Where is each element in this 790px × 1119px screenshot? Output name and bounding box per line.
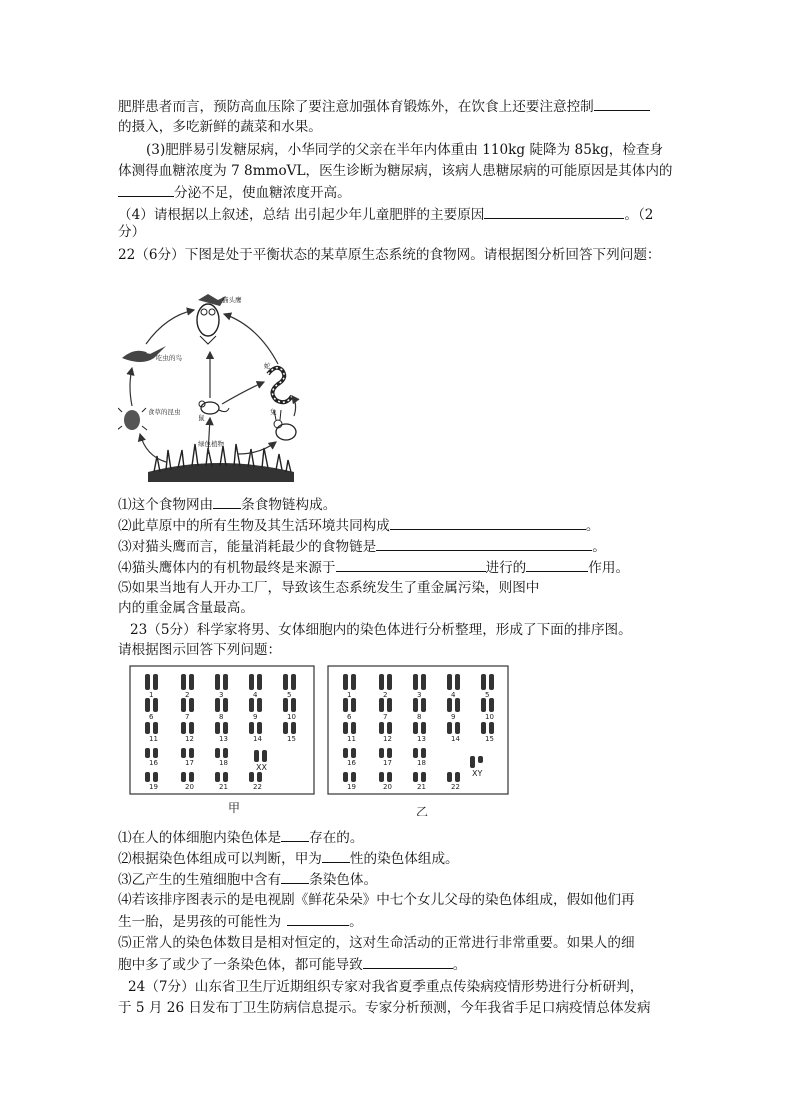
jia-chromosome-19 bbox=[153, 772, 158, 782]
answer-blank[interactable] bbox=[376, 536, 592, 551]
yi-chromosome-number: 17 bbox=[383, 759, 392, 767]
yi-chromosome-3 bbox=[421, 674, 426, 690]
jia-chromosome-number: 5 bbox=[287, 691, 292, 699]
yi-chromosome-11 bbox=[343, 722, 348, 734]
yi-chromosome-number: 6 bbox=[347, 713, 352, 721]
yi-chromosome-number: 7 bbox=[383, 713, 388, 721]
jia-chromosome-2 bbox=[181, 674, 186, 690]
yi-chromosome-12 bbox=[379, 722, 384, 734]
rabbit-illustration bbox=[274, 410, 296, 440]
answer-blank[interactable] bbox=[594, 96, 650, 111]
yi-chromosome-7 bbox=[387, 698, 392, 712]
label-rabbit: 兔 bbox=[270, 408, 277, 416]
yi-chromosome-6 bbox=[351, 698, 356, 712]
jia-chromosome-3 bbox=[223, 674, 228, 690]
question-23-heading: 23（5分）科学家将男、女体细胞内的染色体进行分析整理，形成了下面的排序图。 bbox=[130, 622, 632, 638]
food-web-figure bbox=[118, 286, 318, 482]
jia-chromosome-7 bbox=[189, 698, 194, 712]
yi-chromosome-13 bbox=[413, 722, 418, 734]
jia-chromosome-21 bbox=[215, 772, 220, 782]
answer-blank[interactable] bbox=[484, 204, 624, 219]
jia-chromosome-3 bbox=[215, 674, 220, 690]
jia-chromosome-15 bbox=[291, 722, 296, 734]
yi-chromosome-number: 22 bbox=[451, 783, 460, 791]
jia-chromosome-number: 13 bbox=[219, 735, 228, 743]
jia-chromosome-number: 20 bbox=[185, 783, 194, 791]
jia-chromosome-8 bbox=[223, 698, 228, 712]
q22-item-4: ⑷猫头鹰体内的有机物最终是来源于 进行的 作用。 bbox=[118, 557, 629, 578]
jia-chromosome-1 bbox=[153, 674, 158, 690]
yi-chromosome-16 bbox=[351, 748, 356, 758]
jia-chromosome-19 bbox=[145, 772, 150, 782]
jia-chromosome-5 bbox=[283, 674, 288, 690]
yi-chromosome-3 bbox=[413, 674, 418, 690]
jia-chromosome-16 bbox=[145, 748, 150, 758]
label-mouse: 鼠 bbox=[198, 414, 205, 422]
jia-chromosome-13 bbox=[215, 722, 220, 734]
yi-sex-chromosome bbox=[478, 756, 483, 763]
yi-chromosome-18 bbox=[421, 748, 426, 758]
yi-chromosome-9 bbox=[447, 698, 452, 712]
jia-chromosome-number: 2 bbox=[185, 691, 190, 699]
jia-chromosome-number: 22 bbox=[253, 783, 262, 791]
yi-chromosome-2 bbox=[379, 674, 384, 690]
karyotype-figure bbox=[128, 664, 516, 816]
label-bird: 吃虫的鸟 bbox=[156, 354, 182, 362]
q22-item-3: ⑶对猫头鹰而言，能量消耗最少的食物链是 。 bbox=[118, 536, 606, 557]
yi-chromosome-number: 10 bbox=[485, 713, 494, 721]
yi-chromosome-7 bbox=[379, 698, 384, 712]
q23-item-4: ⑷若该排序图表示的是电视剧《鲜花朵朵》中七个女儿父母的染色体组成，假如他们再 bbox=[118, 892, 635, 908]
yi-chromosome-15 bbox=[481, 722, 486, 734]
answer-blank[interactable] bbox=[118, 182, 174, 197]
jia-chromosome-17 bbox=[181, 748, 186, 758]
yi-chromosome-number: 11 bbox=[347, 735, 356, 743]
yi-chromosome-19 bbox=[343, 772, 348, 782]
label-plants: 绿色植物 bbox=[198, 440, 224, 448]
yi-chromosome-1 bbox=[351, 674, 356, 690]
jia-chromosome-20 bbox=[189, 772, 194, 782]
question-23-heading-cont: 请根据图示回答下列问题： bbox=[118, 642, 282, 658]
yi-chromosome-16 bbox=[343, 748, 348, 758]
jia-chromosome-number: 14 bbox=[253, 735, 262, 743]
jia-chromosome-number: 21 bbox=[219, 783, 228, 791]
jia-chromosome-20 bbox=[181, 772, 186, 782]
jia-chromosome-10 bbox=[283, 698, 288, 712]
yi-chromosome-number: 19 bbox=[347, 783, 356, 791]
jia-chromosome-11 bbox=[145, 722, 150, 734]
yi-sex-chromosome bbox=[470, 756, 475, 768]
jia-chromosome-8 bbox=[215, 698, 220, 712]
jia-sex-chromosome bbox=[262, 750, 267, 762]
insect-illustration bbox=[118, 408, 147, 430]
text-line-4: 体测得血糖浓度为 7 8mmoVL，医生诊断为糖尿病，该病人患糖尿病的可能原因是其体内的 bbox=[118, 163, 673, 179]
q23-item-2: ⑵根据染色体组成可以判断，甲为 性的染色体组成。 bbox=[118, 848, 459, 869]
jia-chromosome-1 bbox=[145, 674, 150, 690]
jia-chromosome-16 bbox=[153, 748, 158, 758]
yi-chromosome-number: 5 bbox=[485, 691, 490, 699]
answer-blank[interactable] bbox=[213, 494, 241, 509]
jia-chromosome-number: 18 bbox=[219, 759, 228, 767]
yi-chromosome-5 bbox=[481, 674, 486, 690]
jia-chromosome-number: 8 bbox=[219, 713, 224, 721]
text-line-5: 分泌不足，使血糖浓度开高。 bbox=[118, 182, 351, 203]
jia-chromosome-number: 17 bbox=[185, 759, 194, 767]
yi-chromosome-number: 20 bbox=[383, 783, 392, 791]
jia-chromosome-18 bbox=[223, 748, 228, 758]
jia-chromosome-22 bbox=[249, 772, 254, 782]
question-22-heading: 22（6分）下图是处于平衡状态的某草原生态系统的食物网。请根据图分析回答下列问题： bbox=[118, 247, 661, 263]
yi-chromosome-12 bbox=[387, 722, 392, 734]
q22-item-5-cont: 内的重金属含量最高。 bbox=[118, 600, 254, 616]
yi-chromosome-number: 18 bbox=[417, 759, 426, 767]
answer-blank[interactable] bbox=[287, 911, 349, 926]
jia-chromosome-12 bbox=[189, 722, 194, 734]
jia-chromosome-number: 4 bbox=[253, 691, 258, 699]
jia-chromosome-15 bbox=[283, 722, 288, 734]
question-24-line-1: 24（7分）山东省卫生厅近期组织专家对我省夏季重点传染病疫情形势进行分析研判， bbox=[128, 979, 644, 995]
jia-chromosome-11 bbox=[153, 722, 158, 734]
yi-chromosome-20 bbox=[387, 772, 392, 782]
label-owl: 猫头鹰 bbox=[222, 296, 242, 304]
jia-chromosome-2 bbox=[189, 674, 194, 690]
answer-blank[interactable] bbox=[526, 557, 588, 572]
jia-chromosome-5 bbox=[291, 674, 296, 690]
answer-blank[interactable] bbox=[281, 869, 309, 884]
yi-chromosome-13 bbox=[421, 722, 426, 734]
yi-chromosome-22 bbox=[455, 772, 460, 782]
yi-chromosome-15 bbox=[489, 722, 494, 734]
jia-sex-chromosomes-label: XX bbox=[256, 763, 267, 772]
q23-item-4-cont: 生一胎，是男孩的可能性为 。 bbox=[118, 911, 363, 932]
yi-chromosome-21 bbox=[421, 772, 426, 782]
jia-chromosome-number: 10 bbox=[287, 713, 296, 721]
yi-chromosome-17 bbox=[387, 748, 392, 758]
yi-chromosome-number: 2 bbox=[383, 691, 388, 699]
yi-chromosome-number: 8 bbox=[417, 713, 422, 721]
text-line-1: 肥胖患者而言，预防高血压除了要注意加强体育锻炼外，在饮食上还要注意控制 bbox=[118, 96, 650, 117]
yi-chromosome-number: 16 bbox=[347, 759, 356, 767]
jia-chromosome-number: 9 bbox=[253, 713, 258, 721]
text-line-2: 的摄入，多吃新鲜的蔬菜和水果。 bbox=[118, 119, 322, 135]
answer-blank[interactable] bbox=[336, 557, 486, 572]
yi-sex-chromosomes-label: XY bbox=[472, 769, 483, 778]
yi-chromosome-6 bbox=[343, 698, 348, 712]
yi-chromosome-21 bbox=[413, 772, 418, 782]
yi-chromosome-22 bbox=[447, 772, 452, 782]
jia-chromosome-21 bbox=[223, 772, 228, 782]
answer-blank[interactable] bbox=[390, 515, 586, 530]
yi-chromosome-20 bbox=[379, 772, 384, 782]
jia-chromosome-number: 15 bbox=[287, 735, 296, 743]
yi-chromosome-number: 3 bbox=[417, 691, 422, 699]
yi-chromosome-8 bbox=[413, 698, 418, 712]
yi-chromosome-18 bbox=[413, 748, 418, 758]
jia-chromosome-22 bbox=[257, 772, 262, 782]
snake-illustration bbox=[268, 368, 292, 403]
label-snake: 蛇 bbox=[264, 362, 271, 370]
jia-chromosome-13 bbox=[223, 722, 228, 734]
yi-chromosome-number: 12 bbox=[383, 735, 392, 743]
jia-chromosome-number: 12 bbox=[185, 735, 194, 743]
answer-blank[interactable] bbox=[363, 954, 453, 969]
q23-item-3: ⑶乙产生的生殖细胞中含有 条染色体。 bbox=[118, 869, 377, 890]
jia-chromosome-number: 6 bbox=[149, 713, 154, 721]
text-line-3: (3)肥胖易引发糖尿病，小华同学的父亲在半年内体重由 110kg 陡降为 85kg，检查身 bbox=[146, 142, 664, 158]
yi-chromosome-17 bbox=[379, 748, 384, 758]
yi-chromosome-2 bbox=[387, 674, 392, 690]
label-yi: 乙 bbox=[416, 805, 429, 816]
yi-chromosome-9 bbox=[455, 698, 460, 712]
answer-blank[interactable] bbox=[281, 827, 309, 842]
yi-chromosome-14 bbox=[447, 722, 452, 734]
yi-chromosome-number: 13 bbox=[417, 735, 426, 743]
jia-chromosome-10 bbox=[291, 698, 296, 712]
jia-chromosome-12 bbox=[181, 722, 186, 734]
jia-chromosome-4 bbox=[249, 674, 254, 690]
yi-chromosome-4 bbox=[447, 674, 452, 690]
jia-chromosome-17 bbox=[189, 748, 194, 758]
jia-chromosome-6 bbox=[153, 698, 158, 712]
yi-chromosome-14 bbox=[455, 722, 460, 734]
yi-chromosome-10 bbox=[489, 698, 494, 712]
jia-chromosome-number: 7 bbox=[185, 713, 190, 721]
label-jia: 甲 bbox=[228, 801, 241, 815]
yi-chromosome-number: 4 bbox=[451, 691, 456, 699]
jia-chromosome-number: 11 bbox=[149, 735, 158, 743]
label-insect: 食草的昆虫 bbox=[148, 408, 181, 416]
yi-chromosome-19 bbox=[351, 772, 356, 782]
jia-chromosome-4 bbox=[257, 674, 262, 690]
text-line-7: 分） bbox=[118, 224, 146, 240]
yi-chromosome-11 bbox=[351, 722, 356, 734]
grass-plants-illustration bbox=[148, 444, 294, 482]
yi-chromosome-10 bbox=[481, 698, 486, 712]
jia-chromosome-9 bbox=[257, 698, 262, 712]
text-line-6: （4）请根据以上叙述，总结 出引起少年儿童肥胖的主要原因 。（2 bbox=[118, 204, 653, 225]
jia-sex-chromosome bbox=[254, 750, 259, 762]
question-24-line-2: 于 5 月 26 日发布丁卫生防病信息提示。专家分析预测，今年我省手足口病疫情总体发病 bbox=[118, 1000, 651, 1016]
jia-chromosome-number: 16 bbox=[149, 759, 158, 767]
jia-chromosome-7 bbox=[181, 698, 186, 712]
q23-item-5: ⑸正常人的染色体数目是相对恒定的，这对生命活动的正常进行非常重要。如果人的细 bbox=[118, 935, 635, 951]
q22-item-2: ⑵此草原中的所有生物及其生活环境共同构成 。 bbox=[118, 515, 599, 536]
yi-chromosome-4 bbox=[455, 674, 460, 690]
answer-blank[interactable] bbox=[322, 848, 350, 863]
yi-chromosome-number: 21 bbox=[417, 783, 426, 791]
yi-chromosome-number: 14 bbox=[451, 735, 460, 743]
jia-chromosome-14 bbox=[249, 722, 254, 734]
jia-chromosome-18 bbox=[215, 748, 220, 758]
yi-chromosome-number: 9 bbox=[451, 713, 456, 721]
q23-item-5-cont: 胞中多了或少了一条染色体，都可能导致 。 bbox=[118, 954, 466, 975]
yi-chromosome-1 bbox=[343, 674, 348, 690]
yi-chromosome-8 bbox=[421, 698, 426, 712]
yi-chromosome-number: 1 bbox=[347, 691, 352, 699]
jia-chromosome-9 bbox=[249, 698, 254, 712]
jia-chromosome-number: 19 bbox=[149, 783, 158, 791]
q22-item-1: ⑴这个食物网由 条食物链构成。 bbox=[118, 494, 336, 515]
jia-chromosome-number: 3 bbox=[219, 691, 224, 699]
q22-item-5: ⑸如果当地有人开办工厂，导致该生态系统发生了重金属污染，则图中 bbox=[118, 580, 540, 596]
jia-chromosome-number: 1 bbox=[149, 691, 154, 699]
q23-item-1: ⑴在人的体细胞内染色体是 存在的。 bbox=[118, 827, 364, 848]
yi-chromosome-number: 15 bbox=[485, 735, 494, 743]
jia-chromosome-6 bbox=[145, 698, 150, 712]
yi-chromosome-5 bbox=[489, 674, 494, 690]
jia-chromosome-14 bbox=[257, 722, 262, 734]
